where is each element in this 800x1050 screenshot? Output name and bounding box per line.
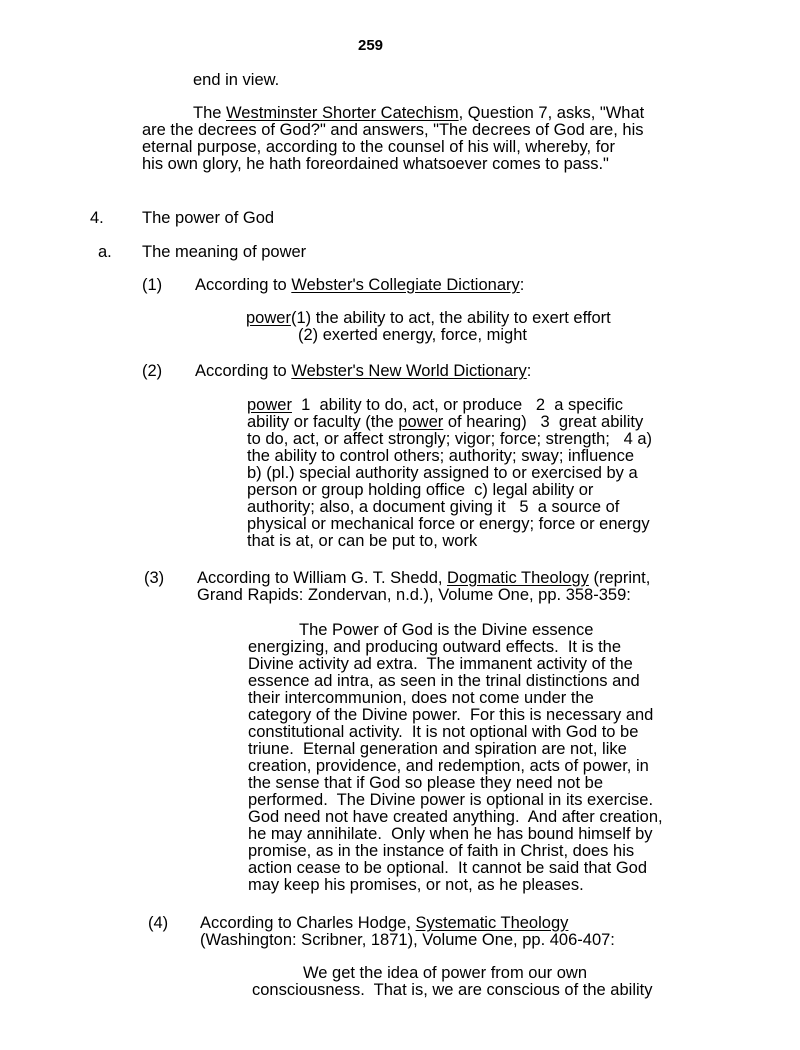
item-heading (200, 915, 568, 932)
definition-line: (2) exerted energy, force, might (298, 326, 527, 344)
definition-line: person or group holding office c) legal ability or (247, 481, 594, 499)
definition-line: to do, act, or affect strongly; vigor; force; strength; 4 a) (247, 430, 653, 448)
quote-line: We get the idea of power from our own (303, 964, 588, 982)
quote-line: promise, as in the instance of faith in Christ, does his (248, 842, 635, 860)
text-run: 1 ability to do, act, or produce 2 a specific (291, 396, 624, 414)
paragraph-line: are the decrees of God?" and answers, "The decrees of God are, his (142, 121, 644, 139)
text-run: ability or faculty (the (247, 413, 399, 431)
quote-line: their intercommunion, does not come under the (248, 689, 594, 707)
source-title: Webster's New World Dictionary (291, 362, 527, 380)
source-title: Dogmatic Theology (447, 569, 589, 587)
continuation-line: end in view. (193, 71, 280, 89)
quote-line: category of the Divine power. For this is necessary and (248, 706, 654, 724)
definition-line: physical or mechanical force or energy; force or energy (247, 515, 650, 533)
definition-line: the ability to control others; authority; sway; influence (247, 447, 635, 465)
paragraph-line: his own glory, he hath foreordained whatsoever comes to pass." (142, 155, 609, 173)
quote-line: creation, providence, and redemption, acts of power, in (248, 757, 649, 775)
item-heading (197, 570, 650, 587)
definition-term: power (398, 413, 444, 431)
text-run: : (526, 362, 532, 380)
catechism-title: Westminster Shorter Catechism (226, 104, 459, 122)
quote-line: The Power of God is the Divine essence (299, 621, 594, 639)
citation-line: Grand Rapids: Zondervan, n.d.), Volume One, pp. 358-359: (197, 586, 631, 604)
text-run: The (193, 104, 227, 122)
quote-line: the sense that if God so please they need not be (248, 774, 603, 792)
quote-line: constitutional activity. It is not optional with God to be (248, 723, 639, 741)
definition-term: power (247, 396, 292, 414)
definition-line (247, 397, 623, 414)
text-run: of hearing) 3 great ability (443, 413, 644, 431)
page-number: 259 (358, 37, 384, 54)
citation-line: (Washington: Scribner, 1871), Volume One, pp. 406-407: (200, 931, 615, 949)
quote-line: triune. Eternal generation and spiration are not, like (248, 740, 627, 758)
section-title: The power of God (142, 209, 275, 227)
definition-line (246, 310, 611, 327)
quote-line: action cease to be optional. It cannot be said that God (248, 859, 648, 877)
item-number: (1) (142, 276, 163, 294)
source-title: Webster's Collegiate Dictionary (291, 276, 520, 294)
text-run: According to Charles Hodge, (200, 914, 416, 932)
text-run: : (519, 276, 525, 294)
item-number: (3) (144, 569, 165, 587)
section-number: 4. (90, 209, 104, 227)
item-number: (4) (148, 914, 169, 932)
source-title: Systematic Theology (415, 914, 569, 932)
text-run: According to (195, 276, 292, 294)
subsection-title: The meaning of power (142, 243, 307, 261)
text-run: (reprint, (588, 569, 651, 587)
quote-line: consciousness. That is, we are conscious of the ability (252, 981, 653, 999)
paragraph-line: eternal purpose, according to the counsel of his will, whereby, for (142, 138, 615, 156)
definition-line: that is at, or can be put to, work (247, 532, 478, 550)
quote-line: performed. The Divine power is optional in its exercise. (248, 791, 654, 809)
quote-line: he may annihilate. Only when he has bound himself by (248, 825, 653, 843)
quote-line: God need not have created anything. And after creation, (248, 808, 663, 826)
quote-line: Divine activity ad extra. The immanent activity of the (248, 655, 633, 673)
item-number: (2) (142, 362, 163, 380)
definition-line: b) (pl.) special authority assigned to or exercised by a (247, 464, 638, 482)
quote-line: energizing, and producing outward effects. It is the (248, 638, 622, 656)
definition-line: authority; also, a document giving it 5 a source of (247, 498, 620, 516)
quote-line: essence ad intra, as seen in the trinal distinctions and (248, 672, 640, 690)
item-heading (195, 363, 531, 380)
text-run: According to William G. T. Shedd, (197, 569, 448, 587)
text-run: According to (195, 362, 292, 380)
subsection-letter: a. (98, 243, 112, 261)
text-run: (1) the ability to act, the ability to exert effort (290, 309, 611, 327)
item-heading (195, 277, 524, 294)
quote-line: may keep his promises, or not, as he pleases. (248, 876, 584, 894)
text-run: , Question 7, asks, "What (458, 104, 645, 122)
definition-term: power (246, 309, 291, 327)
catechism-line (193, 105, 644, 122)
definition-line (247, 414, 643, 431)
